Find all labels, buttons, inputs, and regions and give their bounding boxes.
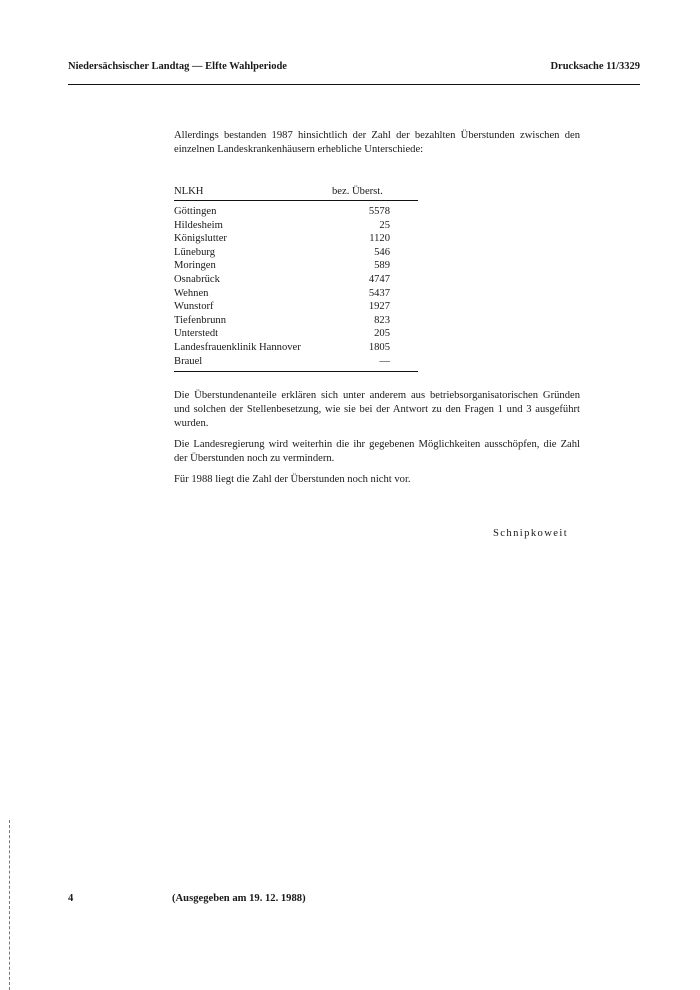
paragraph-government-intent: Die Landesregierung wird weiterhin die ihr gegebenen Möglichkeiten ausschöpfen, die Zahl der Überstunden noch zu vermindern.: [174, 439, 580, 464]
scan-margin-line: [9, 820, 10, 990]
overtime-value: —: [379, 355, 390, 367]
hospital-name: Brauel: [174, 355, 203, 367]
table-row: [174, 246, 418, 260]
hospital-name: Wunstorf: [174, 301, 214, 313]
table-row: [174, 327, 418, 341]
table-row: [174, 259, 418, 273]
table-row: [174, 287, 418, 301]
overtime-value: 1927: [368, 301, 390, 313]
signature: Schnipkoweit: [493, 528, 569, 539]
hospital-name: Lüneburg: [174, 246, 215, 258]
overtime-value: 4747: [368, 273, 390, 285]
overtime-value: 589: [374, 260, 390, 272]
table-row: [174, 219, 418, 233]
table-header: [174, 185, 418, 201]
hospital-name: Moringen: [174, 260, 216, 272]
header-document-number: Drucksache 11/3329: [550, 61, 640, 72]
table-row: [174, 355, 418, 369]
hospital-name: Hildesheim: [174, 219, 223, 231]
page-number: 4: [68, 893, 74, 904]
overtime-value: 205: [374, 328, 390, 340]
table-row: [174, 205, 418, 219]
overtime-value: 1805: [368, 341, 390, 353]
paragraph-1988-status: Für 1988 liegt die Zahl der Überstunden noch nicht vor.: [174, 474, 411, 485]
hospital-name: Unterstedt: [174, 328, 219, 340]
overtime-value: 5578: [368, 206, 390, 217]
hospital-name: Osnabrück: [174, 273, 220, 285]
intro-paragraph: Allerdings bestanden 1987 hinsichtlich der Zahl der bezahlten Überstunden zwischen den einzelnen Landeskrankenhäusern erhebliche Unterschiede:: [174, 130, 580, 155]
hospital-name: Tiefenbrunn: [174, 314, 226, 326]
overtime-value: 546: [374, 246, 390, 258]
table-row: [174, 314, 418, 328]
table-row: [174, 232, 418, 246]
hospital-name: Göttingen: [174, 206, 217, 217]
overtime-table: [174, 185, 418, 372]
hospital-name: Wehnen: [174, 287, 209, 299]
header-divider: [68, 84, 640, 85]
overtime-value: 5437: [368, 287, 390, 299]
header-publication: Niedersächsischer Landtag — Elfte Wahlperiode: [68, 61, 287, 72]
table-row: [174, 341, 418, 355]
hospital-name: Landesfrauenklinik Hannover: [174, 341, 301, 353]
page-header: [68, 56, 640, 72]
issue-date-note: (Ausgegeben am 19. 12. 1988): [172, 893, 306, 904]
column-header-nlkh: NLKH: [174, 186, 204, 197]
overtime-value: 823: [374, 314, 390, 326]
paragraph-overtime-reasons: Die Überstundenanteile erklären sich unter anderem aus betriebsorganisatorischen Gründen und solchen der Stellenbesetzung, wie sie bei der Antwort zu den Fragen 1 und 3 ausgeführt wurden.: [174, 390, 580, 429]
overtime-value: 25: [379, 219, 390, 231]
hospital-name: Königslutter: [174, 233, 227, 245]
table-body: [174, 201, 418, 372]
column-header-overtime: bez. Überst.: [332, 186, 383, 197]
table-row: [174, 273, 418, 287]
table-row: [174, 300, 418, 314]
overtime-value: 1120: [369, 233, 390, 245]
